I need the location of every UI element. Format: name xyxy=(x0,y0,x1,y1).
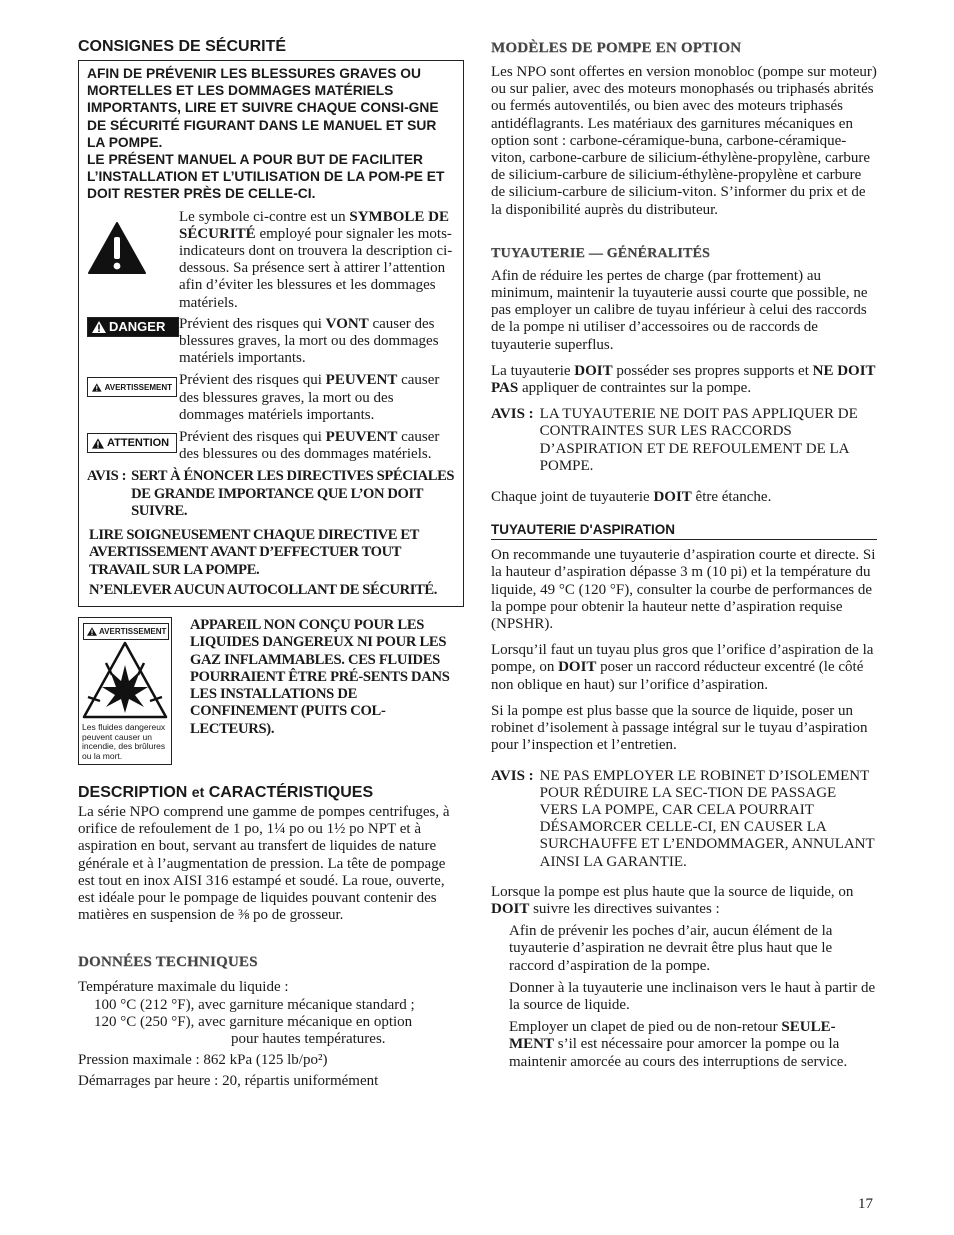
avis-label: AVIS : xyxy=(87,468,127,485)
piping-avis-text: LA TUYAUTERIE NE DOIT PAS APPLIQUER DE CONTRAINTES SUR LES RACCORDS D’ASPIRATION ET DE REFOULEMENT DE LA POMPE. xyxy=(539,406,858,474)
tech-starts: Démarrages par heure : 20, répartis uniformément xyxy=(78,1073,379,1090)
models-title: MODÈLES DE POMPE EN OPTION xyxy=(491,40,742,56)
safety-title: CONSIGNES DE SÉCURITÉ xyxy=(78,38,287,55)
warning-description: Prévient des risques qui PEUVENT causer des blessures graves, la mort ou des dommages matériels importants. xyxy=(179,372,440,423)
danger-badge: DANGER xyxy=(87,317,179,337)
tech-temp-option-cont: pour hautes températures. xyxy=(231,1031,386,1047)
suction-item-2: Donner à la tuyauterie une inclinaison vers le haut à partir de la source de liquide. xyxy=(509,979,876,1013)
manual-purpose: LE PRÉSENT MANUEL A POUR BUT DE FACILITER L’INSTALLATION ET L’UTILISATION DE LA POM-PE ET DOIT RESTER PRÈS DE CELLE-CI. xyxy=(87,152,445,202)
explosion-label xyxy=(78,617,172,765)
suction-avis xyxy=(491,768,877,871)
warning-triangle-icon xyxy=(87,627,97,636)
piping-avis xyxy=(491,406,877,475)
left-column xyxy=(78,38,464,1091)
description-title: DESCRIPTION et CARACTÉRISTIQUES xyxy=(78,783,374,801)
hazardous-fluids-warning xyxy=(78,617,464,765)
suction-item-1: Afin de prévenir les poches d’air, aucun élément de la tuyauterie d’aspiration ne devrait être plus haut que le raccord d’aspiration de la pompe. xyxy=(509,923,833,974)
suction-title: TUYAUTERIE D'ASPIRATION xyxy=(491,522,877,540)
danger-row xyxy=(87,316,455,368)
suction-avis-label: AVIS : xyxy=(491,767,534,784)
models-text: Les NPO sont offertes en version monobloc (pompe sur moteur) ou sur palier, avec des moteurs monophasés ou triphasés abrités ou fermés autoventilés, ou bien avec des moteurs triphasés antidéflagrants. Les matériaux des garnitures mécaniques en option sont : carbone-céramique-buna, carbone-céramique-viton, carbone-carbure de silicium-éthylène-propylène, carbure de silicium-carbure de silicium-éthylène-propylène et carbure de silicium-carbure de silicium-viton. S’informer du prix et de la disponibilité auprès du distributeur. xyxy=(491,64,877,218)
suction-text-4: Lorsque la pompe est plus haute que la source de liquide, on DOIT suivre les directives suivantes : xyxy=(491,883,854,917)
explosion-icon xyxy=(82,641,168,719)
caution-description: Prévient des risques qui PEUVENT causer des blessures ou des dommages matériels. xyxy=(179,429,440,463)
hazardous-fluids-text: APPAREIL NON CONÇU POUR LES LIQUIDES DANGEREUX NI POUR LES GAZ INFLAMMABLES. CES FLUIDES POURRAIENT ÊTRE PRÉ-SENTS DANS LES INSTALLATIONS DE CONFINEMENT (PUITS COL-LECTEURS). xyxy=(190,616,450,737)
caution-row xyxy=(87,429,455,463)
technical-data-title: DONNÉES TECHNIQUES xyxy=(78,954,258,971)
piping-text-1: Afin de réduire les pertes de charge (par frottement) au minimum, maintenir la tuyauterie aussi courte que possible, ne pas employer un calibre de tuyau inférieur à celui des raccords de la pompe ni utiliser d’accessoires ou de raccords de tuyauterie superflus. xyxy=(491,267,868,353)
caution-badge: ATTENTION xyxy=(87,433,177,453)
read-instructions: LIRE SOIGNEUSEMENT CHAQUE DIRECTIVE ET AVERTISSEMENT AVANT D’EFFECTUER TOUT TRAVAIL SUR LA POMPE. xyxy=(89,526,419,578)
safety-box xyxy=(78,60,464,607)
tech-temp-label: Température maximale du liquide : xyxy=(78,979,289,996)
warning-badge: AVERTISSEMENT xyxy=(87,377,177,397)
suction-item-3: Employer un clapet de pied ou de non-retour SEULE-MENT s’il est nécessaire pour amorcer la pompe ou la maintenir amorcée au cours des interruptions de service. xyxy=(509,1019,848,1070)
warning-triangle-icon xyxy=(92,321,106,333)
safety-symbol-description: Le symbole ci-contre est un SYMBOLE DE SÉCURITÉ employé pour signaler les mots-indicateurs dont on trouvera la description ci-dessous. Sa présence sert à attirer l’attention afin d’éviter les blessures et les dommages matériels. xyxy=(179,208,453,311)
suction-avis-text: NE PAS EMPLOYER LE ROBINET D’ISOLEMENT POUR RÉDUIRE LA SEC-TION DE PASSAGE VERS LA POMPE, CAR CELA POURRAIT DÉSAMORCER CELLE-CI, EN CAUSER LA SURCHAUFFE ET L’ENDOMMAGER, ANNULANT AINSI LA GARANTIE. xyxy=(539,767,875,870)
explosion-caption: Les fluides dangereux peuvent causer un incendie, des brûlures ou la mort. xyxy=(82,721,166,761)
suction-text-2: Lorsqu’il faut un tuyau plus gros que l’orifice d’aspiration de la pompe, on DOIT poser un raccord réducteur excentré (le côté non oblique en haut) sur l’orifice d’aspiration. xyxy=(491,642,874,693)
piping-text-3: Chaque joint de tuyauterie DOIT être étanche. xyxy=(491,489,772,506)
avis-text: SERT À ÉNONCER LES DIRECTIVES SPÉCIALES DE GRANDE IMPORTANCE QUE L’ON DOIT SUIVRE. xyxy=(131,468,455,520)
danger-description: Prévient des risques qui VONT causer des blessures graves, la mort ou des dommages matériels importants. xyxy=(179,315,439,367)
safety-alert-icon xyxy=(87,221,147,275)
safety-intro: AFIN DE PRÉVENIR LES BLESSURES GRAVES OU MORTELLES ET LES DOMMAGES MATÉRIELS IMPORTANTS, LIRE ET SUIVRE CHAQUE CONSI-GNE DE SÉCURITÉ FIGURANT DANS LE MANUEL ET SUR LA POMPE. xyxy=(87,66,439,150)
description-text: La série NPO comprend une gamme de pompes centrifuges, à orifice de refoulement de 1 po, 1¼ po ou 1½ po NPT et à aspiration en bout, servant au transfert de liquides de nature générale et à l’augmentation de pression. La tête de pompage est tout en inox AISI 316 estampé et soudé. La roue, ouverte, est idéale pour le pompage de liquides pouvant contenir des matières en suspension de ⅜ po de grosseur. xyxy=(78,803,450,924)
right-column xyxy=(491,38,877,1071)
tech-temp-standard: 100 °C (212 °F), avec garniture mécanique standard ; xyxy=(94,996,415,1013)
safety-symbol-row xyxy=(87,209,455,312)
avis-notice xyxy=(87,468,455,521)
suction-text-3: Si la pompe est plus basse que la source de liquide, poser un robinet d’isolement à passage intégral sur le tuyau d’aspiration pour l’inspection et l’entretien. xyxy=(491,702,868,754)
warning-row xyxy=(87,372,455,424)
piping-avis-label: AVIS : xyxy=(491,406,534,423)
tech-pressure: Pression maximale : 862 kPa (125 lb/po²) xyxy=(78,1052,328,1069)
warning-triangle-icon xyxy=(92,383,102,392)
explosion-warning-badge: AVERTISSEMENT xyxy=(83,623,169,640)
suction-text-1: On recommande une tuyauterie d’aspiration courte et directe. Si la hauteur d’aspiration dépasse 3 m (10 pi) et la température du liquide, 49 °C (120 °F), consulter la courbe de performances de la pompe pour obtenir la hauteur nette d’aspiration requise (NPSHR). xyxy=(491,547,876,633)
piping-text-2: La tuyauterie DOIT posséder ses propres supports et NE DOIT PAS appliquer de contraintes sur la pompe. xyxy=(491,362,876,397)
tech-temp-option: 120 °C (250 °F), avec garniture mécanique en option xyxy=(94,1013,413,1030)
warning-triangle-icon xyxy=(92,438,104,449)
piping-title: TUYAUTERIE — GÉNÉRALITÉS xyxy=(491,245,711,261)
sticker-notice: N’ENLEVER AUCUN AUTOCOLLANT DE SÉCURITÉ. xyxy=(89,582,437,599)
page-number: 17 xyxy=(858,1196,873,1212)
